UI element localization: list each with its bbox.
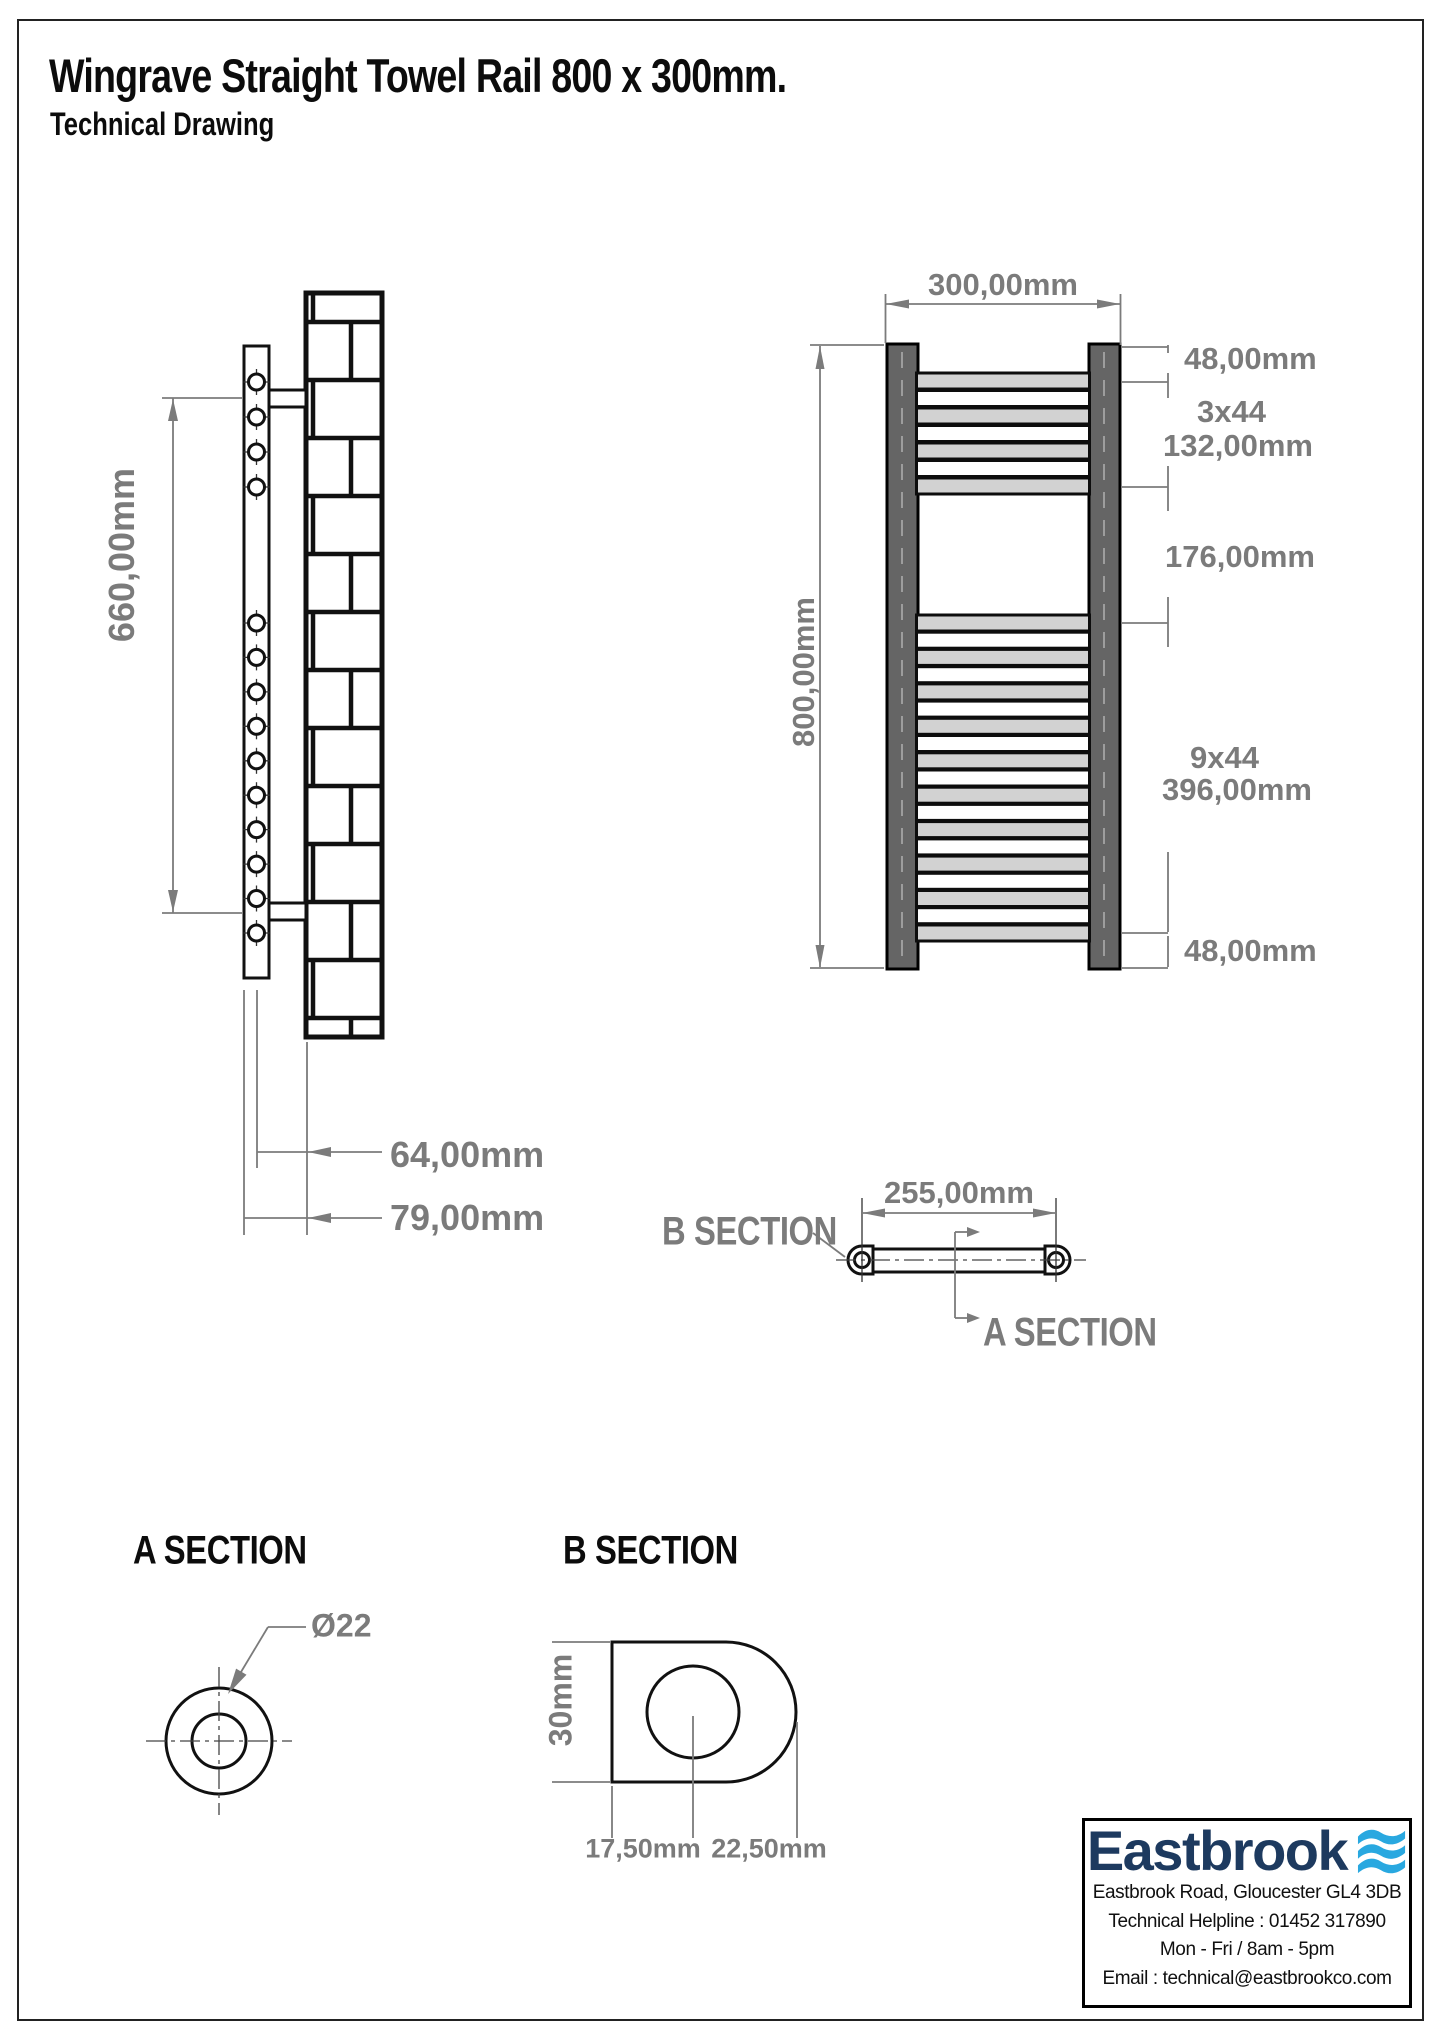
rung-bar-back xyxy=(917,426,1090,442)
rung-section-circle xyxy=(249,718,265,734)
dim-label-300: 300,00mm xyxy=(928,267,1078,302)
rung-bar-front xyxy=(917,443,1090,459)
rung-section-circle xyxy=(249,787,265,803)
dim-label-48-top: 48,00mm xyxy=(1184,341,1317,376)
b-section-detail xyxy=(552,1642,797,1838)
rung-section-circle xyxy=(249,479,265,495)
rung-section-circle xyxy=(249,891,265,907)
rung-bar-back xyxy=(917,701,1090,717)
rung-bar-front xyxy=(917,753,1090,769)
brand-helpline: Technical Helpline : 01452 317890 xyxy=(1108,1910,1386,1932)
rung-section-circle xyxy=(249,374,265,390)
wall-bracket-top xyxy=(269,390,306,407)
section-b-title: B SECTION xyxy=(563,1528,738,1573)
dim-label-79: 79,00mm xyxy=(390,1197,545,1238)
rung-section-circle xyxy=(249,444,265,460)
dia22-leader xyxy=(228,1627,306,1694)
rung-bar-front xyxy=(917,649,1090,665)
brand-hours: Mon - Fri / 8am - 5pm xyxy=(1159,1939,1335,1960)
dim-660 xyxy=(162,398,242,913)
dim-label-255: 255,00mm xyxy=(884,1175,1034,1210)
a-section-detail xyxy=(146,1627,306,1815)
page-subtitle: Technical Drawing xyxy=(50,106,275,142)
rung-bar-front xyxy=(917,891,1090,907)
dim-label-396: 396,00mm xyxy=(1162,772,1312,807)
dim-label-64: 64,00mm xyxy=(390,1134,545,1175)
rung-bar-back xyxy=(917,839,1090,855)
towel-rail-rungs xyxy=(917,373,1090,941)
rung-bar-back xyxy=(917,391,1090,407)
wave-logo-icon xyxy=(1357,1826,1407,1876)
brand-info-box xyxy=(1082,1818,1412,2008)
brand-logo xyxy=(1086,1819,1407,1882)
dim-label-176: 176,00mm xyxy=(1165,539,1315,574)
rung-bar-front xyxy=(917,373,1090,389)
brand-email: Email : technical@eastbrookco.com xyxy=(1102,1967,1392,1989)
rung-bar-back xyxy=(917,770,1090,786)
dim-label-dia22: Ø22 xyxy=(311,1607,372,1644)
front-view xyxy=(810,294,1168,969)
rung-section-circle xyxy=(249,822,265,838)
wall-bracket-bottom xyxy=(269,903,306,920)
dim-label-2250: 22,50mm xyxy=(711,1833,827,1864)
dim-label-1750: 17,50mm xyxy=(585,1833,701,1864)
rung-bar-front xyxy=(917,615,1090,631)
rung-bar-back xyxy=(917,804,1090,820)
section-a-title: A SECTION xyxy=(133,1528,307,1573)
rung-bar-back xyxy=(917,632,1090,648)
rung-bar-front xyxy=(917,856,1090,872)
rung-section-circle xyxy=(249,925,265,941)
rung-bar-back xyxy=(917,667,1090,683)
rung-section-circle xyxy=(249,409,265,425)
dim-label-660: 660,00mm xyxy=(101,467,142,643)
dim-label-800: 800,00mm xyxy=(786,597,821,747)
dim-right-chain xyxy=(1122,345,1168,968)
dim-label-9x44: 9x44 xyxy=(1190,740,1259,775)
rung-bar-front xyxy=(917,684,1090,700)
rung-section-circle xyxy=(249,649,265,665)
brand-address: Eastbrook Road, Gloucester GL4 3DB xyxy=(1092,1882,1402,1903)
dim-label-30mm: 30mm xyxy=(542,1653,579,1747)
rung-bar-front xyxy=(917,408,1090,424)
rung-bar-front xyxy=(917,787,1090,803)
rung-bar-back xyxy=(917,873,1090,889)
rung-section-circle xyxy=(249,684,265,700)
rung-section-circle xyxy=(249,615,265,631)
plan-view xyxy=(813,1198,1086,1323)
dim-label-132: 132,00mm xyxy=(1163,428,1313,463)
page-title: Wingrave Straight Towel Rail 800 x 300mm. xyxy=(49,49,787,102)
rung-bar-front xyxy=(917,925,1090,941)
side-view xyxy=(162,293,382,1235)
rung-bar-front xyxy=(917,478,1090,494)
rung-bar-back xyxy=(917,736,1090,752)
callout-a-section: A SECTION xyxy=(983,1310,1157,1355)
rung-section-circle xyxy=(249,753,265,769)
brand-name: Eastbrook xyxy=(1086,1819,1348,1882)
rung-bar-back xyxy=(917,461,1090,477)
wall-section xyxy=(306,293,382,1037)
rung-section-circle xyxy=(249,856,265,872)
rung-bar-front xyxy=(917,822,1090,838)
section-cut-line xyxy=(955,1227,980,1323)
callout-b-section: B SECTION xyxy=(662,1209,837,1254)
dim-label-48-bottom: 48,00mm xyxy=(1184,933,1317,968)
dim-label-3x44: 3x44 xyxy=(1197,394,1266,429)
rung-bar-back xyxy=(917,908,1090,924)
rung-bar-front xyxy=(917,718,1090,734)
